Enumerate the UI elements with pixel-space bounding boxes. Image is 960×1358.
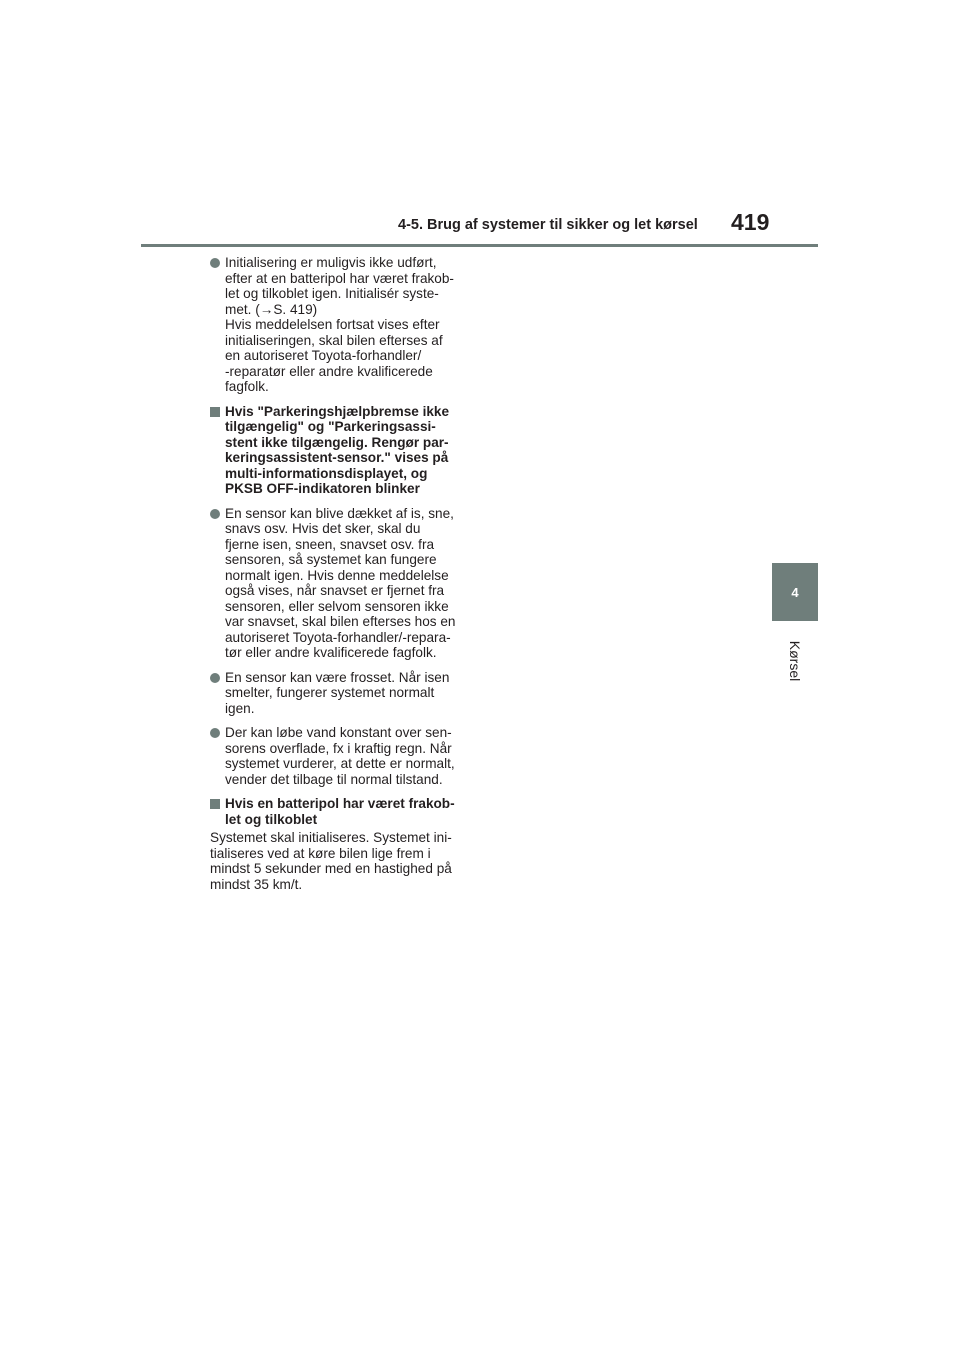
text-line: En sensor kan blive dækket af is, sne, <box>225 505 454 521</box>
text-line: let og tilkoblet igen. Initialisér syste- <box>225 286 439 301</box>
text-line: fjerne isen, sneen, snavset osv. fra <box>225 536 435 552</box>
main-content <box>210 255 478 892</box>
bullet-icon <box>210 728 220 738</box>
text-line: systemet vurderer, at dette er normalt, <box>225 756 455 771</box>
text-line: tør eller andre kvalificerede fagfolk. <box>225 645 437 660</box>
bullet-icon <box>210 258 220 268</box>
body-paragraph <box>210 830 478 892</box>
text-line: vender det tilbage til normal tilstand. <box>225 771 443 787</box>
text-line: initialiseringen, skal bilen efterses af <box>225 332 443 348</box>
bullet-item <box>210 506 478 661</box>
heading-line: let og tilkoblet <box>225 811 318 827</box>
text-line: -reparatør eller andre kvalificerede <box>225 363 433 379</box>
bullet-item <box>210 670 478 717</box>
text-line: autoriseret Toyota-forhandler/-repara- <box>225 629 451 645</box>
text-line: mindst 5 sekunder med en hastighed på <box>210 861 452 876</box>
square-bullet-icon <box>210 799 220 809</box>
heading-line: keringsassistent-sensor." vises på <box>225 450 449 465</box>
text-line: smelter, fungerer systemet normalt <box>225 685 435 700</box>
text-line: En sensor kan være frosset. Når isen <box>225 669 450 685</box>
section-heading <box>210 796 478 827</box>
bullet-icon <box>210 509 220 519</box>
heading-line: PKSB OFF-indikatoren blinker <box>225 481 420 496</box>
heading-line: Hvis en batteripol har været frakob- <box>225 796 455 811</box>
chapter-label: Kørsel <box>787 640 803 682</box>
text-line: også vises, når snavset er fjernet fra <box>225 583 445 598</box>
text-line: Initialisering er muligvis ikke udført, <box>225 255 437 270</box>
text-line: Der kan løbe vand konstant over sen- <box>225 725 452 740</box>
bullet-icon <box>210 673 220 683</box>
heading-line: stent ikke tilgængelig. Rengør par- <box>225 434 449 450</box>
text-line: igen. <box>225 700 255 716</box>
header-rule <box>141 244 818 247</box>
square-bullet-icon <box>210 407 220 417</box>
text-line: sorens overflade, fx i kraftig regn. Når <box>225 740 452 756</box>
bullet-item <box>210 255 478 395</box>
heading-line: tilgængelig" og "Parkeringsassi- <box>225 419 436 434</box>
page-reference[interactable]: met. (→S. 419) <box>225 301 318 317</box>
bullet-item <box>210 725 478 787</box>
text-line: Systemet skal initialiseres. Systemet ini- <box>210 830 452 845</box>
section-heading <box>210 404 478 497</box>
text-line: sensoren, så systemet kan fungere <box>225 552 437 567</box>
text-line: mindst 35 km/t. <box>210 876 303 892</box>
heading-line: multi-informationsdisplayet, og <box>225 465 428 481</box>
text-line: normalt igen. Hvis denne meddelelse <box>225 567 449 583</box>
text-line: snavs osv. Hvis det sker, skal du <box>225 521 421 536</box>
text-line: fagfolk. <box>225 379 269 394</box>
text-line: efter at en batteripol har været frakob- <box>225 270 454 286</box>
text-line: Hvis meddelelsen fortsat vises efter <box>225 317 440 332</box>
chapter-tab[interactable]: 4 <box>772 563 818 621</box>
heading-line: Hvis "Parkeringshjælpbremse ikke <box>225 403 450 419</box>
text-line: tialiseres ved at køre bilen lige frem i <box>210 845 431 861</box>
section-title: 4-5. Brug af systemer til sikker og let kørsel <box>398 217 698 233</box>
page-number: 419 <box>731 209 770 235</box>
text-line: sensoren, eller selvom sensoren ikke <box>225 598 449 614</box>
text-line: var snavset, skal bilen efterses hos en <box>225 614 456 629</box>
text-line: en autoriseret Toyota-forhandler/ <box>225 348 422 363</box>
